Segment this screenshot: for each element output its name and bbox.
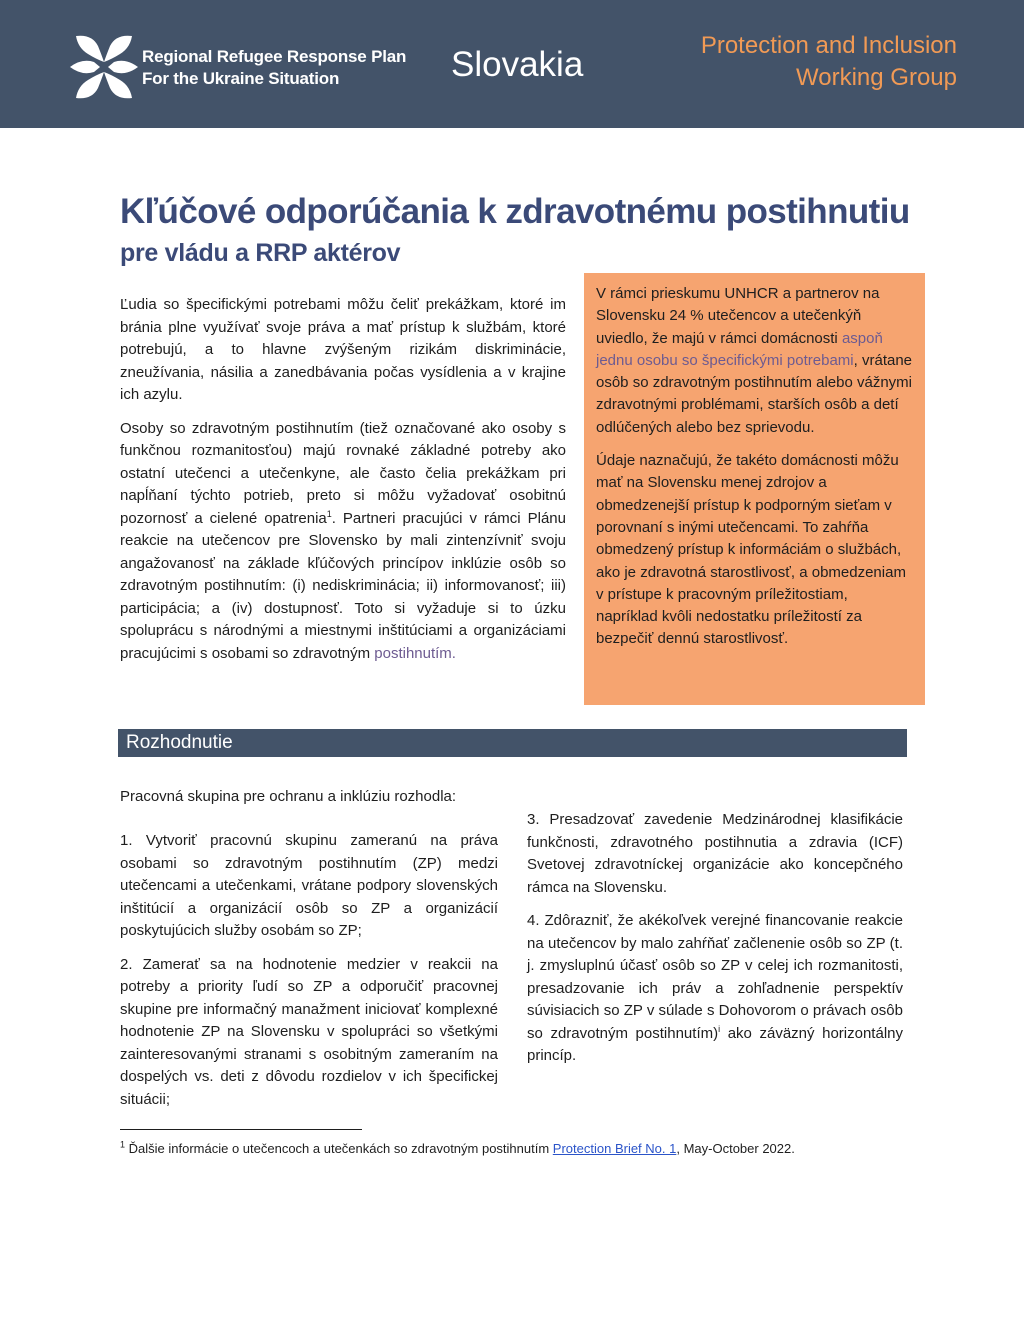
org-line-2: For the Ukraine Situation <box>142 69 340 88</box>
lead-paragraph-2-text-b: . Partneri pracujúci v rámci Plánu reakcie na utečencov pre Slovensko by mali zintenzívniť svoju angažovanosť na základe kľúčových princípov inklúzie osôb so zdravotným postihnutím: (i) nediskriminácia; ii) informovanosť; iii) participácia; a (iv) dostupnosť. Toto si vyžaduje si to úzku spoluprácu s národnými a miestnymi inštitúciami a organizáciami pracujúcimi s osobami so zdravotným <box>120 509 566 662</box>
survey-callout-box <box>584 273 925 705</box>
lead-paragraph-1: Ľudia so špecifickými potrebami môžu čeliť prekážkam, ktoré im bránia plne využívať svoje práva a mať prístup k službám, ktoré potrebujú, a to hlavne zvýšeným rizikám diskriminácie, zneužívania, násilia a zanedbávania počas vysídlenia a v krajine ich azylu. <box>120 296 566 403</box>
callout-text-a: V rámci prieskumu UNHCR a partnerov na Slovensku 24 % utečencov a utečenkýň uviedlo, že majú v rámci domácnosti <box>596 285 880 347</box>
group-line-2: Working Group <box>796 64 957 91</box>
working-group-name <box>701 30 957 94</box>
specific-needs-link[interactable]: aspoň jednu osobu so špecifickými potrebami <box>596 329 883 369</box>
org-line-1: Regional Refugee Response Plan <box>142 47 407 66</box>
decision-item-2: 2. Zamerať sa na hodnotenie medzier v reakcii na potreby a priority ľudí so ZP a odporučiť pracovnej skupine pre informačný manažment iniciovať komplexné hodnotenie ZP na Slovensku v spolupráci so všetkými zainteresovanými stranami s osobitným zameraním na dospelých vs. deti z dôvodu rozdielov v ich špecifickej situácii; <box>120 955 498 1108</box>
postihnutim-link[interactable]: postihnutím. <box>374 644 456 662</box>
document-title: Kľúčové odporúčania k zdravotnému postihnutiu <box>120 192 910 231</box>
decision-column-left <box>120 830 498 1122</box>
footnote-mark: 1 <box>120 1139 126 1150</box>
rrp-star-logo-icon <box>70 32 138 102</box>
footnote-divider <box>120 1129 362 1130</box>
footnote <box>120 1139 795 1159</box>
callout-text-b: , vrátane osôb so zdravotným postihnutím alebo vážnymi zdravotnými problémami, starších osôb a detí odlúčených alebo bez sprievodu. <box>596 351 913 436</box>
decision-item-4-text-b: ako záväzný horizontálny princíp. <box>527 1024 903 1064</box>
decision-item-3: 3. Presadzovať zavedenie Medzinárodnej klasifikácie funkčnosti, zdravotného postihnutia a zdravia (ICF) Svetovej zdravotníckej organizácie ako koncepčného rámca na Slovensku. <box>527 811 903 896</box>
decision-column-right <box>527 809 903 1079</box>
decision-item-1: 1. Vytvoriť pracovnú skupinu zameranú na práva osobami so zdravotným postihnutím (ZP) medzi utečencami a utečenkami, vrátane podpory slovenských inštitúcií a organizácií osôb so ZP a organizácií poskytujúcich služby osobám so ZP; <box>120 832 498 939</box>
decision-intro: Pracovná skupina pre ochranu a inklúziu rozhodla: <box>120 788 457 805</box>
decision-item-4 <box>527 910 903 1068</box>
callout-paragraph-2: Údaje naznačujú, že takéto domácnosti môžu mať na Slovensku menej zdrojov a obmedzenejší prístup k podporným sieťam v porovnaní s inými utečencami. To zahŕňa obmedzený prístup k informáciám o službách, ako je zdravotná starostlivosť, a obmedzeniam v prístupe k pracovným príležitostiam, napríklad kvôli nedostatku príležitostí za bezpečiť dennú starostlivosť. <box>596 452 906 648</box>
footnote-text: Ďalšie informácie o utečencoch a utečenkách so zdravotným postihnutím <box>125 1141 553 1156</box>
endnote-ref-i[interactable]: i <box>718 1023 721 1034</box>
callout-paragraph-1 <box>596 283 913 439</box>
section-heading-rozhodnutie: Rozhodnutie <box>118 729 907 757</box>
country-name: Slovakia <box>451 45 584 84</box>
footnote-tail: , May-October 2022. <box>676 1141 795 1156</box>
header-banner <box>0 0 1024 128</box>
lead-paragraph-2-text-a: Osoby so zdravotným postihnutím (tiež označované ako osoby s funkčnou rozmanitosťou) majú rovnaké základné potreby ako ostatní utečenci a utečenkyne, ale často čelia prekážkam pri napĺňaní týchto potrieb, preto si môžu vyžadovať osobitnú pozornosť a cielené opatrenia <box>120 419 566 527</box>
group-line-1: Protection and Inclusion <box>700 32 957 59</box>
protection-brief-link[interactable]: Protection Brief No. 1 <box>552 1141 677 1156</box>
footnote-ref-1[interactable]: 1 <box>326 508 332 519</box>
lead-text <box>120 294 566 676</box>
document-subtitle: pre vládu a RRP aktérov <box>120 239 401 267</box>
decision-item-4-text-a: 4. Zdôrazniť, že akékoľvek verejné financovanie reakcie na utečencov by malo zahŕňať začlenenie osôb so ZP (t. j. zmysluplnú účasť osôb so ZP v celej ich rozmanitosti, presadzovanie ich práv a zohľadnenie perspektív súvisiacich so ZP v súlade s Dohovorom o právach osôb so zdravotným postihnutím) <box>527 912 903 1042</box>
organization-name <box>142 46 406 90</box>
lead-paragraph-2 <box>120 418 566 666</box>
